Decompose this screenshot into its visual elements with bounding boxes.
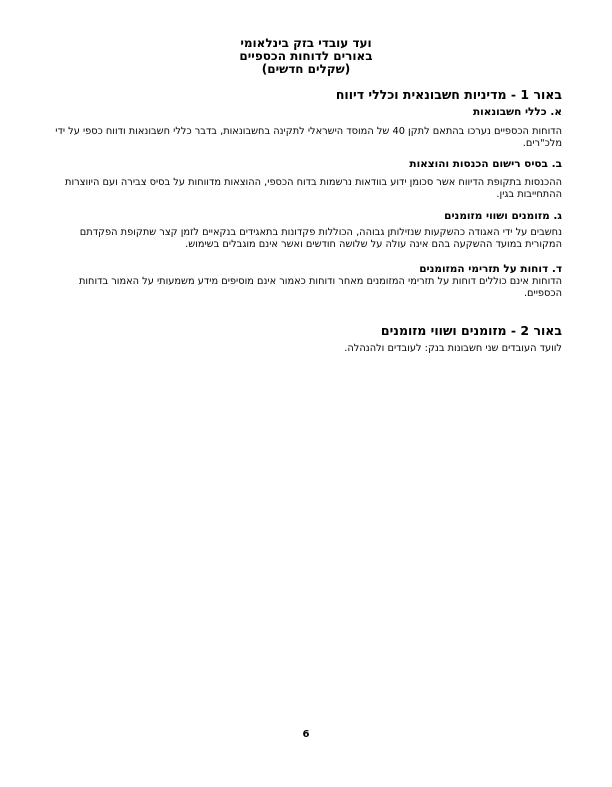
- page-number: 6: [302, 729, 310, 740]
- note2-heading: באור 2 - מזומנים ושווי מזומנים: [380, 323, 562, 338]
- note1-c-title: ג. מזומנים ושווי מזומנים: [444, 210, 562, 222]
- note2-text: לוועד העובדים שני חשבונות בנק: לעובדים ולהנהלה.: [344, 343, 562, 354]
- note1-a-title: א. כללי חשבונאות: [472, 106, 562, 118]
- note1-heading: באור 1 - מדיניות חשבונאית וכללי דיווח: [335, 87, 562, 102]
- document-title-block: [0, 37, 612, 76]
- note1-c-text: נחשבים על ידי האגודה כהשקעות שנזילותן גבוהה, הכוללות פקדונות בתאגידים בנקאיים לזמן קצר שתקופת הפקדתם המקורית במועד ההשקעה בהם אינה עולה על שלושה חודשים ואשר אינם מוגבלים בשימוש.: [79, 227, 562, 250]
- organization-title: ועד עובדי בזק בינלאומי: [240, 36, 372, 50]
- note1-b-text: ההכנסות בתקופת הדיווח אשר סכומן ידוע בוודאות נרשמות בדוח הכספי, ההוצאות מדווחות על בסיס צבירה ועם היווצרות ההתחייבות בגין.: [65, 177, 562, 200]
- note1-b-title: ב. בסיס רישום הכנסות והוצאות: [409, 158, 562, 170]
- note1-d-title: ד. דוחות על תזרימי המזומנים: [419, 263, 562, 275]
- document-subtitle: באורים לדוחות הכספיים: [239, 49, 373, 63]
- note1-a-text: הדוחות הכספיים נערכו בהתאם לתקן 40 של המוסד הישראלי לתקינה בחשבונאות, בדבר כללי חשבונאות ודווח כספי על ידי מלכ"רים.: [55, 126, 562, 149]
- currency-note: (שקלים חדשים): [261, 62, 351, 76]
- note1-d-text: הדוחות אינם כוללים דוחות על תזרימי המזומנים מאחר ודוחות כאמור אינם מוסיפים מידע משמעותי על האמור בדוחות הכספיים.: [78, 276, 562, 299]
